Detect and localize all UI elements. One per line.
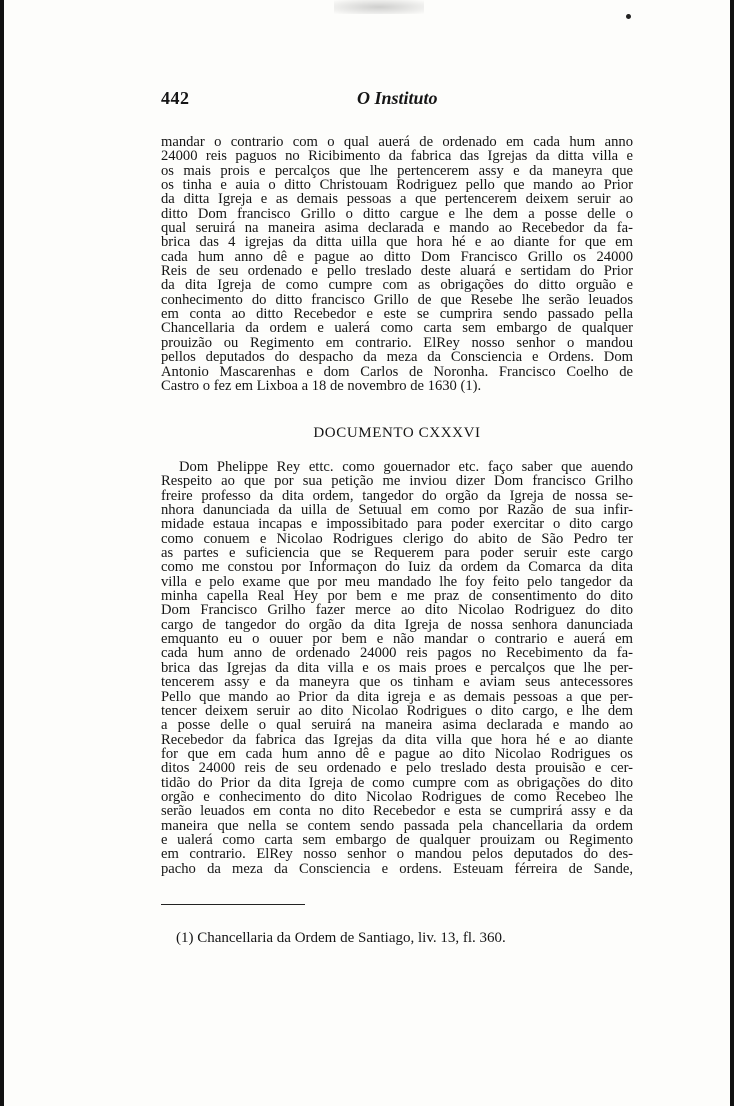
text-line: tencer deixem seruir ao dito Nicolao Rodrigues o dito cargo, e lhe dem xyxy=(161,702,633,719)
footnote-rule xyxy=(161,904,305,905)
footnote: (1) Chancellaria da Ordem de Santiago, liv. 13, fl. 360. xyxy=(176,930,506,946)
text-line: as partes e suficiencia que se Requerem para poder seruir este cargo xyxy=(161,545,633,562)
document-body xyxy=(161,460,633,876)
text-line: qual seruirá na maneira asima declarada e mando ao Recebedor da fa- xyxy=(161,220,633,237)
running-title: O Instituto xyxy=(357,88,438,108)
text-line: maneira que nella se contem sendo passada pela chancellaria da ordem xyxy=(161,817,633,834)
running-header xyxy=(161,84,626,112)
text-line: tidão do Prior da dita Igreja de como cumpre com as obrigações do dito xyxy=(161,774,633,791)
text-line: mandar o contrario com o qual auerá de ordenado em cada hum anno xyxy=(161,134,633,150)
text-line: Pello que mando ao Prior da dita igreja e as demais pessoas a que per- xyxy=(161,688,633,705)
text-line: a posse delle o qual seruirá na maneira asima declarada e mando ao xyxy=(161,717,633,734)
page-number: 442 xyxy=(161,88,190,108)
scan-dot xyxy=(626,14,631,19)
text-line: os tinha e auia o ditto Christouam Rodriguez pello que mando ao Prior xyxy=(161,177,633,194)
text-line: ditto Dom francisco Grillo o ditto cargue e lhe dem a posse delle o xyxy=(161,205,633,222)
text-line: Recebedor da fabrica das Igrejas da dita villa que hora hé e ao diante xyxy=(161,731,633,748)
text-line: brica das 4 igrejas da ditta uilla que hora hé e ao diante for que em xyxy=(161,234,633,251)
text-line: emquanto eu o ouuer por bem e não mandar o contrario e auerá em xyxy=(161,631,633,648)
text-line: cada hum anno dê e pague ao ditto Dom Francisco Grillo os 24000 xyxy=(161,248,633,265)
text-line: Antonio Mascarenhas e dom Carlos de Noronha. Francisco Coelho de xyxy=(161,363,633,380)
text-line: prouizão ou Regimento em contrario. ElRey nosso senhor o mandou xyxy=(161,334,633,351)
text-line: tencerem assy e da maneyra que os tinham e aviam seus antecessores xyxy=(161,674,633,691)
text-line: cada hum anno de ordenado 24000 reis pagos no Recebimento da fa- xyxy=(161,645,633,662)
text-line: villa e pelo exame que por meu mandado lhe foy feito pelo tangedor da xyxy=(161,573,633,590)
text-line: nhora danunciada da uilla de Setuual em como por Razão de sua infir- xyxy=(161,502,633,519)
text-line: pellos deputados do despacho da meza da Consciencia e Ordens. Dom xyxy=(161,349,633,366)
text-line: Respeito ao que por sua petição me inviou dizer Dom francisco Grilho xyxy=(161,473,633,490)
text-line: Castro o fez em Lixboa a 18 de novembro de 1630 (1). xyxy=(161,377,482,394)
text-line: serão leuados em conta no dito Recebedor e esta se cumprirá assy e da xyxy=(161,803,633,820)
text-line: em contrario. ElRey nosso senhor o mandou pelos deputados do des- xyxy=(161,846,633,863)
text-line: orgão e conhecimento do dito Nicolao Rodrigues de como Recebeo lhe xyxy=(161,788,633,805)
text-line: Chancellaria da ordem e ualerá como carta sem embargo de qualquer xyxy=(161,320,633,337)
text-line: brica das Igrejas da dita villa e os mais proes e percalços que lhe per- xyxy=(161,659,633,676)
text-line: minha capella Real Hey por bem e me praz de consentimento do dito xyxy=(161,588,633,605)
document-heading: DOCUMENTO CXXXVI xyxy=(313,425,481,441)
text-line: e ualerá como carta sem embargo de qualquer prouizam ou Regimento xyxy=(161,831,633,848)
text-line: da ditta Igreja e as demais pessoas a que pertencerem deixem seruir ao xyxy=(161,191,633,208)
text-line: 24000 reis paguos no Ricibimento da fabrica das Igrejas da ditta villa e xyxy=(161,148,633,165)
text-line: como conuem e Nicolao Rodrigues clerigo do abito de São Pedro ter xyxy=(161,530,633,547)
text-line: for que em cada hum anno dê e pague ao dito Nicolao Rodrigues os xyxy=(161,745,633,762)
text-line: Dom Phelippe Rey ettc. como gouernador etc. faço saber que auendo xyxy=(179,459,633,475)
text-line: Reis de seu ordenado e pello treslado deste aluará e sertidam do Prior xyxy=(161,263,633,280)
text-line: freire professo da dita ordem, tangedor do orgão da Igreja de nossa se- xyxy=(161,487,633,504)
text-line: os mais prois e percalços que lhe pertencerem assy e da maneyra que xyxy=(161,162,633,179)
text-line: pacho da meza da Consciencia e ordens. Esteuam férreira de Sande, xyxy=(161,860,633,877)
paragraph-continued xyxy=(161,135,633,393)
text-line: da dita Igreja de como cumpre com as obrigações do ditto orguão e xyxy=(161,277,633,294)
text-line: midade estaua incapas e impossibitado para poder exercitar o dito cargo xyxy=(161,516,633,533)
text-line: cargo de tangedor do orgão da dita Igreja de nossa senhora danunciada xyxy=(161,616,633,633)
text-line: ditos 24000 reis de seu ordenado e pelo treslado desta prouisão e cer- xyxy=(161,760,633,777)
text-line: como me constou por Informaçon do Iuiz da ordem da Comarca da dita xyxy=(161,559,633,576)
scan-smudge xyxy=(334,0,424,14)
text-line: Dom Francisco Grilho fazer merce ao dito Nicolao Rodriguez do dito xyxy=(161,602,633,619)
text-line: em conta ao ditto Recebedor e este se cumprira sendo passado pella xyxy=(161,306,633,323)
text-line: conhecimento do ditto francisco Grillo de que Resebe lhe serão leuados xyxy=(161,291,633,308)
